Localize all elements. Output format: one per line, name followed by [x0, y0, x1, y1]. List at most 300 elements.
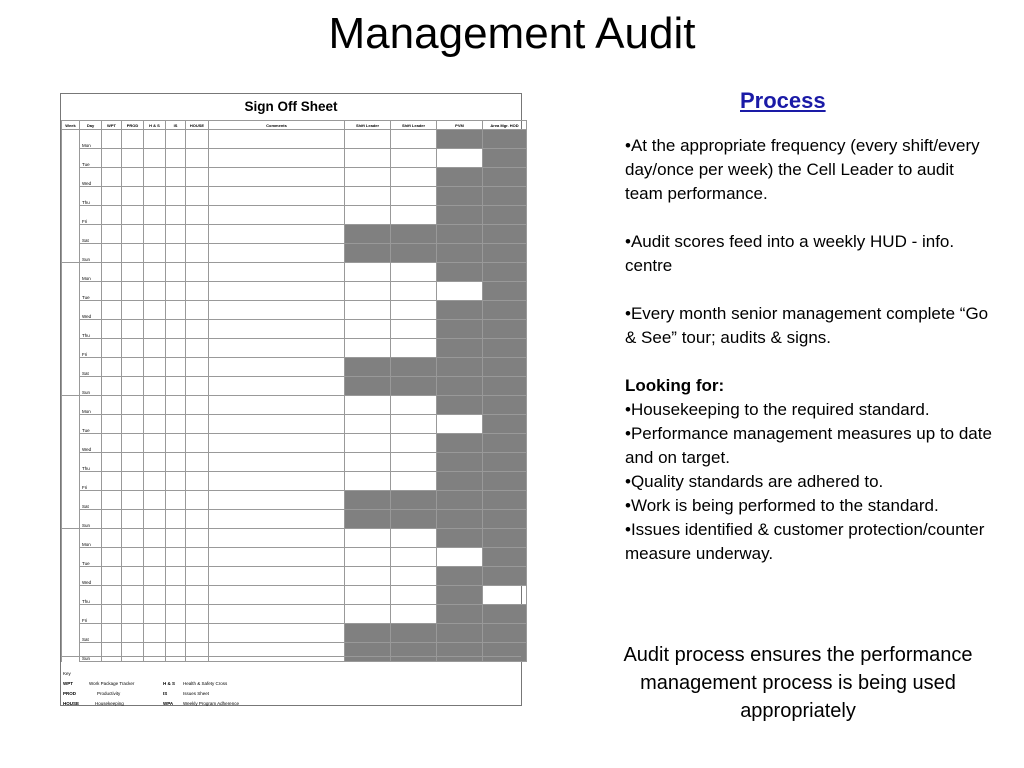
sheet-cell[interactable]	[483, 225, 527, 244]
sheet-cell[interactable]	[102, 434, 122, 453]
sheet-cell[interactable]	[391, 396, 437, 415]
sheet-cell[interactable]	[186, 206, 209, 225]
sheet-cell[interactable]	[102, 282, 122, 301]
sheet-cell[interactable]	[391, 529, 437, 548]
sheet-cell[interactable]	[437, 244, 483, 263]
week-cell	[62, 149, 80, 168]
sheet-cell[interactable]	[102, 396, 122, 415]
sheet-cell[interactable]	[345, 187, 391, 206]
sheet-cell[interactable]	[345, 567, 391, 586]
sheet-cell[interactable]	[345, 434, 391, 453]
sheet-cell[interactable]	[144, 529, 166, 548]
sheet-cell[interactable]	[102, 529, 122, 548]
sheet-cell[interactable]	[345, 605, 391, 624]
sheet-cell[interactable]	[166, 510, 186, 529]
sheet-cell[interactable]	[122, 206, 144, 225]
sheet-cell[interactable]	[345, 586, 391, 605]
week-cell	[62, 339, 80, 358]
sheet-cell[interactable]	[483, 491, 527, 510]
sheet-cell[interactable]	[186, 453, 209, 472]
sheet-cell[interactable]	[483, 529, 527, 548]
sheet-cell[interactable]	[209, 453, 345, 472]
sheet-cell[interactable]	[166, 586, 186, 605]
sheet-cell[interactable]	[209, 510, 345, 529]
sheet-cell[interactable]	[209, 586, 345, 605]
sheet-cell[interactable]	[122, 567, 144, 586]
sheet-cell[interactable]	[391, 415, 437, 434]
sheet-cell[interactable]	[209, 529, 345, 548]
sheet-cell[interactable]	[144, 377, 166, 396]
sheet-cell[interactable]	[483, 168, 527, 187]
sheet-cell[interactable]	[483, 510, 527, 529]
sheet-cell[interactable]	[122, 529, 144, 548]
sheet-cell[interactable]	[186, 434, 209, 453]
sheet-cell[interactable]	[144, 605, 166, 624]
sheet-cell[interactable]	[122, 624, 144, 643]
sheet-cell[interactable]	[483, 586, 527, 605]
sheet-cell[interactable]	[144, 396, 166, 415]
sheet-cell[interactable]	[391, 168, 437, 187]
sheet-cell[interactable]	[345, 206, 391, 225]
sheet-cell[interactable]	[437, 415, 483, 434]
week-cell	[62, 225, 80, 244]
sheet-cell[interactable]	[166, 187, 186, 206]
sheet-cell[interactable]	[391, 548, 437, 567]
sheet-cell[interactable]	[186, 263, 209, 282]
sheet-cell[interactable]	[102, 225, 122, 244]
sheet-cell[interactable]	[345, 529, 391, 548]
sheet-cell[interactable]	[166, 225, 186, 244]
sheet-cell[interactable]	[437, 301, 483, 320]
column-header: H & S	[144, 121, 166, 130]
sheet-cell[interactable]	[102, 472, 122, 491]
sheet-cell[interactable]	[186, 282, 209, 301]
sheet-cell[interactable]	[102, 415, 122, 434]
sheet-cell[interactable]	[166, 605, 186, 624]
sheet-cell[interactable]	[122, 377, 144, 396]
sheet-cell[interactable]	[437, 187, 483, 206]
sheet-cell[interactable]	[102, 130, 122, 149]
sheet-cell[interactable]	[102, 548, 122, 567]
sheet-cell[interactable]	[166, 377, 186, 396]
week-cell	[62, 282, 80, 301]
sheet-cell[interactable]	[166, 434, 186, 453]
sheet-cell[interactable]	[391, 491, 437, 510]
sheet-cell[interactable]	[391, 206, 437, 225]
sheet-cell[interactable]	[209, 358, 345, 377]
sheet-cell[interactable]	[102, 187, 122, 206]
sheet-cell[interactable]	[122, 472, 144, 491]
sheet-cell[interactable]	[437, 586, 483, 605]
week-cell	[62, 548, 80, 567]
sheet-cell[interactable]	[166, 130, 186, 149]
looking-for-item: •Performance management measures up to date and on target.	[625, 424, 992, 467]
sheet-cell[interactable]	[345, 624, 391, 643]
sheet-cell[interactable]	[102, 339, 122, 358]
sheet-cell[interactable]	[483, 263, 527, 282]
sheet-cell[interactable]	[166, 415, 186, 434]
sheet-cell[interactable]	[391, 510, 437, 529]
sheet-cell[interactable]	[186, 567, 209, 586]
day-label: Wed	[80, 168, 102, 187]
sheet-cell[interactable]	[186, 168, 209, 187]
sheet-cell[interactable]	[345, 301, 391, 320]
sheet-cell[interactable]	[122, 263, 144, 282]
sheet-cell[interactable]	[345, 149, 391, 168]
sheet-cell[interactable]	[209, 491, 345, 510]
sheet-cell[interactable]	[209, 472, 345, 491]
sheet-cell[interactable]	[144, 415, 166, 434]
sheet-cell[interactable]	[102, 586, 122, 605]
week-cell	[62, 358, 80, 377]
sheet-cell[interactable]	[144, 339, 166, 358]
sheet-cell[interactable]	[166, 358, 186, 377]
sheet-cell[interactable]	[209, 339, 345, 358]
sheet-cell[interactable]	[391, 472, 437, 491]
day-label: Wed	[80, 434, 102, 453]
sheet-cell[interactable]	[209, 415, 345, 434]
day-label: Thu	[80, 320, 102, 339]
sheet-cell[interactable]	[437, 320, 483, 339]
sheet-cell[interactable]	[483, 358, 527, 377]
sheet-cell[interactable]	[391, 434, 437, 453]
sheet-cell[interactable]	[186, 301, 209, 320]
sheet-cell[interactable]	[186, 586, 209, 605]
table-row	[62, 149, 527, 168]
sheet-cell[interactable]	[483, 415, 527, 434]
sheet-cell[interactable]	[166, 567, 186, 586]
sheet-cell[interactable]	[166, 548, 186, 567]
sheet-cell[interactable]	[437, 548, 483, 567]
sheet-cell[interactable]	[166, 453, 186, 472]
sheet-cell[interactable]	[122, 149, 144, 168]
sheet-cell[interactable]	[345, 358, 391, 377]
sheet-cell[interactable]	[122, 491, 144, 510]
sheet-cell[interactable]	[144, 187, 166, 206]
sheet-cell[interactable]	[437, 605, 483, 624]
sheet-cell[interactable]	[144, 301, 166, 320]
sheet-cell[interactable]	[144, 149, 166, 168]
sheet-cell[interactable]	[102, 149, 122, 168]
sheet-cell[interactable]	[186, 605, 209, 624]
sheet-cell[interactable]	[345, 225, 391, 244]
sheet-cell[interactable]	[345, 491, 391, 510]
sheet-cell[interactable]	[102, 624, 122, 643]
sheet-cell[interactable]	[186, 415, 209, 434]
sheet-cell[interactable]	[345, 130, 391, 149]
sheet-cell[interactable]	[102, 358, 122, 377]
sheet-cell[interactable]	[122, 320, 144, 339]
sheet-cell[interactable]	[483, 187, 527, 206]
sheet-cell[interactable]	[483, 434, 527, 453]
sheet-cell[interactable]	[209, 548, 345, 567]
sheet-cell[interactable]	[122, 301, 144, 320]
day-label: Sun	[80, 244, 102, 263]
sheet-cell[interactable]	[483, 301, 527, 320]
sheet-cell[interactable]	[391, 586, 437, 605]
sheet-cell[interactable]	[209, 301, 345, 320]
sheet-cell[interactable]	[122, 358, 144, 377]
sheet-cell[interactable]	[166, 168, 186, 187]
sheet-cell[interactable]	[166, 320, 186, 339]
sheet-cell[interactable]	[102, 206, 122, 225]
week-cell	[62, 434, 80, 453]
sheet-cell[interactable]	[186, 244, 209, 263]
sheet-cell[interactable]	[166, 206, 186, 225]
sheet-cell[interactable]	[437, 206, 483, 225]
sheet-cell[interactable]	[186, 396, 209, 415]
sheet-cell[interactable]	[102, 453, 122, 472]
sheet-cell[interactable]	[122, 339, 144, 358]
sheet-cell[interactable]	[345, 320, 391, 339]
sheet-cell[interactable]	[102, 491, 122, 510]
column-header: PVM	[437, 121, 483, 130]
sheet-cell[interactable]	[186, 187, 209, 206]
sheet-cell[interactable]	[186, 624, 209, 643]
sheet-cell[interactable]	[391, 624, 437, 643]
sheet-cell[interactable]	[122, 396, 144, 415]
sheet-cell[interactable]	[144, 453, 166, 472]
sheet-cell[interactable]	[166, 282, 186, 301]
sheet-cell[interactable]	[122, 168, 144, 187]
sheet-cell[interactable]	[345, 244, 391, 263]
sheet-cell[interactable]	[122, 453, 144, 472]
table-row	[62, 548, 527, 567]
day-label: Mon	[80, 130, 102, 149]
sheet-cell[interactable]	[345, 472, 391, 491]
sheet-cell[interactable]	[102, 244, 122, 263]
sheet-cell[interactable]	[122, 605, 144, 624]
sheet-cell[interactable]	[483, 567, 527, 586]
sheet-cell[interactable]	[345, 548, 391, 567]
sheet-cell[interactable]	[186, 510, 209, 529]
table-row	[62, 225, 527, 244]
sheet-cell[interactable]	[437, 358, 483, 377]
sheet-cell[interactable]	[437, 396, 483, 415]
sheet-cell[interactable]	[144, 358, 166, 377]
week-cell	[62, 510, 80, 529]
sheet-cell[interactable]	[437, 377, 483, 396]
sheet-cell[interactable]	[483, 396, 527, 415]
sheet-cell[interactable]	[144, 434, 166, 453]
sheet-cell[interactable]	[122, 510, 144, 529]
sheet-cell[interactable]	[166, 263, 186, 282]
sheet-cell[interactable]	[391, 187, 437, 206]
sheet-cell[interactable]	[437, 225, 483, 244]
process-heading: Process	[740, 88, 826, 113]
sheet-cell[interactable]	[144, 586, 166, 605]
sheet-cell[interactable]	[437, 491, 483, 510]
sheet-cell[interactable]	[166, 339, 186, 358]
sheet-cell[interactable]	[144, 567, 166, 586]
process-point: •At the appropriate frequency (every shift/every day/once per week) the Cell Leader to audit team performance.	[625, 136, 980, 203]
sheet-cell[interactable]	[122, 415, 144, 434]
sheet-cell[interactable]	[437, 567, 483, 586]
sheet-cell[interactable]	[166, 529, 186, 548]
sheet-cell[interactable]	[437, 472, 483, 491]
sheet-cell[interactable]	[391, 377, 437, 396]
sheet-cell[interactable]	[144, 225, 166, 244]
sheet-cell[interactable]	[483, 605, 527, 624]
sheet-cell[interactable]	[483, 130, 527, 149]
sheet-cell[interactable]	[209, 244, 345, 263]
sheet-cell[interactable]	[483, 624, 527, 643]
sheet-cell[interactable]	[209, 130, 345, 149]
sheet-cell[interactable]	[209, 149, 345, 168]
sheet-cell[interactable]	[209, 187, 345, 206]
sheet-cell[interactable]	[391, 282, 437, 301]
sheet-cell[interactable]	[166, 396, 186, 415]
sheet-cell[interactable]	[483, 149, 527, 168]
sheet-cell[interactable]	[437, 263, 483, 282]
sheet-cell[interactable]	[122, 244, 144, 263]
sheet-cell[interactable]	[144, 320, 166, 339]
sheet-cell[interactable]	[391, 244, 437, 263]
table-row	[62, 282, 527, 301]
sheet-cell[interactable]	[209, 320, 345, 339]
sheet-cell[interactable]	[345, 282, 391, 301]
sheet-cell[interactable]	[209, 168, 345, 187]
looking-for-item: •Housekeeping to the required standard.	[625, 400, 930, 419]
sheet-cell[interactable]	[102, 301, 122, 320]
sheet-cell[interactable]	[186, 339, 209, 358]
sheet-cell[interactable]	[391, 225, 437, 244]
sheet-cell[interactable]	[102, 510, 122, 529]
day-label: Tue	[80, 149, 102, 168]
sheet-cell[interactable]	[437, 149, 483, 168]
sheet-cell[interactable]	[391, 339, 437, 358]
week-cell	[62, 206, 80, 225]
sheet-cell[interactable]	[345, 396, 391, 415]
sheet-cell[interactable]	[345, 453, 391, 472]
sheet-cell[interactable]	[391, 567, 437, 586]
sheet-cell[interactable]	[391, 358, 437, 377]
sheet-cell[interactable]	[391, 453, 437, 472]
sheet-cell[interactable]	[483, 377, 527, 396]
sheet-cell[interactable]	[209, 206, 345, 225]
sheet-cell[interactable]	[186, 130, 209, 149]
sheet-cell[interactable]	[186, 225, 209, 244]
sheet-cell[interactable]	[186, 491, 209, 510]
sheet-cell[interactable]	[122, 586, 144, 605]
sheet-cell[interactable]	[483, 339, 527, 358]
sheet-cell[interactable]	[122, 130, 144, 149]
sheet-cell[interactable]	[483, 453, 527, 472]
sheet-cell[interactable]	[102, 605, 122, 624]
sheet-cell[interactable]	[483, 282, 527, 301]
sheet-cell[interactable]	[391, 149, 437, 168]
sheet-cell[interactable]	[391, 263, 437, 282]
sheet-cell[interactable]	[144, 548, 166, 567]
sheet-cell[interactable]	[209, 396, 345, 415]
sheet-cell[interactable]	[345, 415, 391, 434]
sheet-cell[interactable]	[122, 282, 144, 301]
sheet-cell[interactable]	[144, 263, 166, 282]
sheet-cell[interactable]	[437, 453, 483, 472]
sheet-cell[interactable]	[209, 624, 345, 643]
sheet-cell[interactable]	[102, 168, 122, 187]
sheet-cell[interactable]	[144, 206, 166, 225]
sheet-cell[interactable]	[102, 377, 122, 396]
sheet-cell[interactable]	[102, 263, 122, 282]
sheet-cell[interactable]	[437, 282, 483, 301]
sheet-cell[interactable]	[186, 320, 209, 339]
table-row	[62, 206, 527, 225]
sheet-cell[interactable]	[345, 168, 391, 187]
sheet-cell[interactable]	[166, 491, 186, 510]
sheet-cell[interactable]	[144, 282, 166, 301]
sheet-cell[interactable]	[166, 624, 186, 643]
sheet-cell[interactable]	[186, 529, 209, 548]
sheet-cell[interactable]	[209, 567, 345, 586]
day-label: Mon	[80, 529, 102, 548]
sheet-cell[interactable]	[186, 377, 209, 396]
sheet-cell[interactable]	[437, 339, 483, 358]
sheet-cell[interactable]	[483, 320, 527, 339]
column-header: Week	[62, 121, 80, 130]
sheet-cell[interactable]	[144, 130, 166, 149]
sheet-cell[interactable]	[186, 548, 209, 567]
sheet-cell[interactable]	[209, 225, 345, 244]
week-cell	[62, 491, 80, 510]
sheet-cell[interactable]	[391, 605, 437, 624]
sheet-cell[interactable]	[437, 529, 483, 548]
sheet-cell[interactable]	[186, 149, 209, 168]
sheet-cell[interactable]	[209, 282, 345, 301]
sheet-cell[interactable]	[144, 491, 166, 510]
sheet-cell[interactable]	[122, 434, 144, 453]
sheet-cell[interactable]	[437, 510, 483, 529]
sheet-cell[interactable]	[144, 624, 166, 643]
sheet-cell[interactable]	[345, 377, 391, 396]
table-row	[62, 130, 527, 149]
sheet-cell[interactable]	[144, 168, 166, 187]
sheet-cell[interactable]	[209, 263, 345, 282]
sheet-cell[interactable]	[186, 472, 209, 491]
sheet-cell[interactable]	[483, 244, 527, 263]
sheet-cell[interactable]	[437, 434, 483, 453]
sheet-cell[interactable]	[391, 320, 437, 339]
sheet-cell[interactable]	[483, 548, 527, 567]
sheet-cell[interactable]	[391, 130, 437, 149]
sheet-cell[interactable]	[122, 225, 144, 244]
sheet-cell[interactable]	[391, 301, 437, 320]
sheet-cell[interactable]	[144, 244, 166, 263]
sheet-cell[interactable]	[166, 149, 186, 168]
sheet-cell[interactable]	[166, 472, 186, 491]
sheet-cell[interactable]	[102, 567, 122, 586]
sheet-cell[interactable]	[122, 548, 144, 567]
sheet-cell[interactable]	[437, 168, 483, 187]
sheet-cell[interactable]	[483, 206, 527, 225]
sheet-cell[interactable]	[437, 624, 483, 643]
sheet-cell[interactable]	[437, 130, 483, 149]
sheet-cell[interactable]	[166, 301, 186, 320]
sheet-cell[interactable]	[122, 187, 144, 206]
sheet-cell[interactable]	[483, 472, 527, 491]
sheet-cell[interactable]	[209, 434, 345, 453]
sheet-cell[interactable]	[166, 244, 186, 263]
sheet-cell[interactable]	[186, 358, 209, 377]
sheet-cell[interactable]	[144, 472, 166, 491]
sheet-cell[interactable]	[102, 320, 122, 339]
sheet-cell[interactable]	[144, 510, 166, 529]
sheet-cell[interactable]	[209, 377, 345, 396]
sheet-cell[interactable]	[345, 339, 391, 358]
sheet-cell[interactable]	[345, 263, 391, 282]
sheet-cell[interactable]	[345, 510, 391, 529]
sheet-cell[interactable]	[209, 605, 345, 624]
